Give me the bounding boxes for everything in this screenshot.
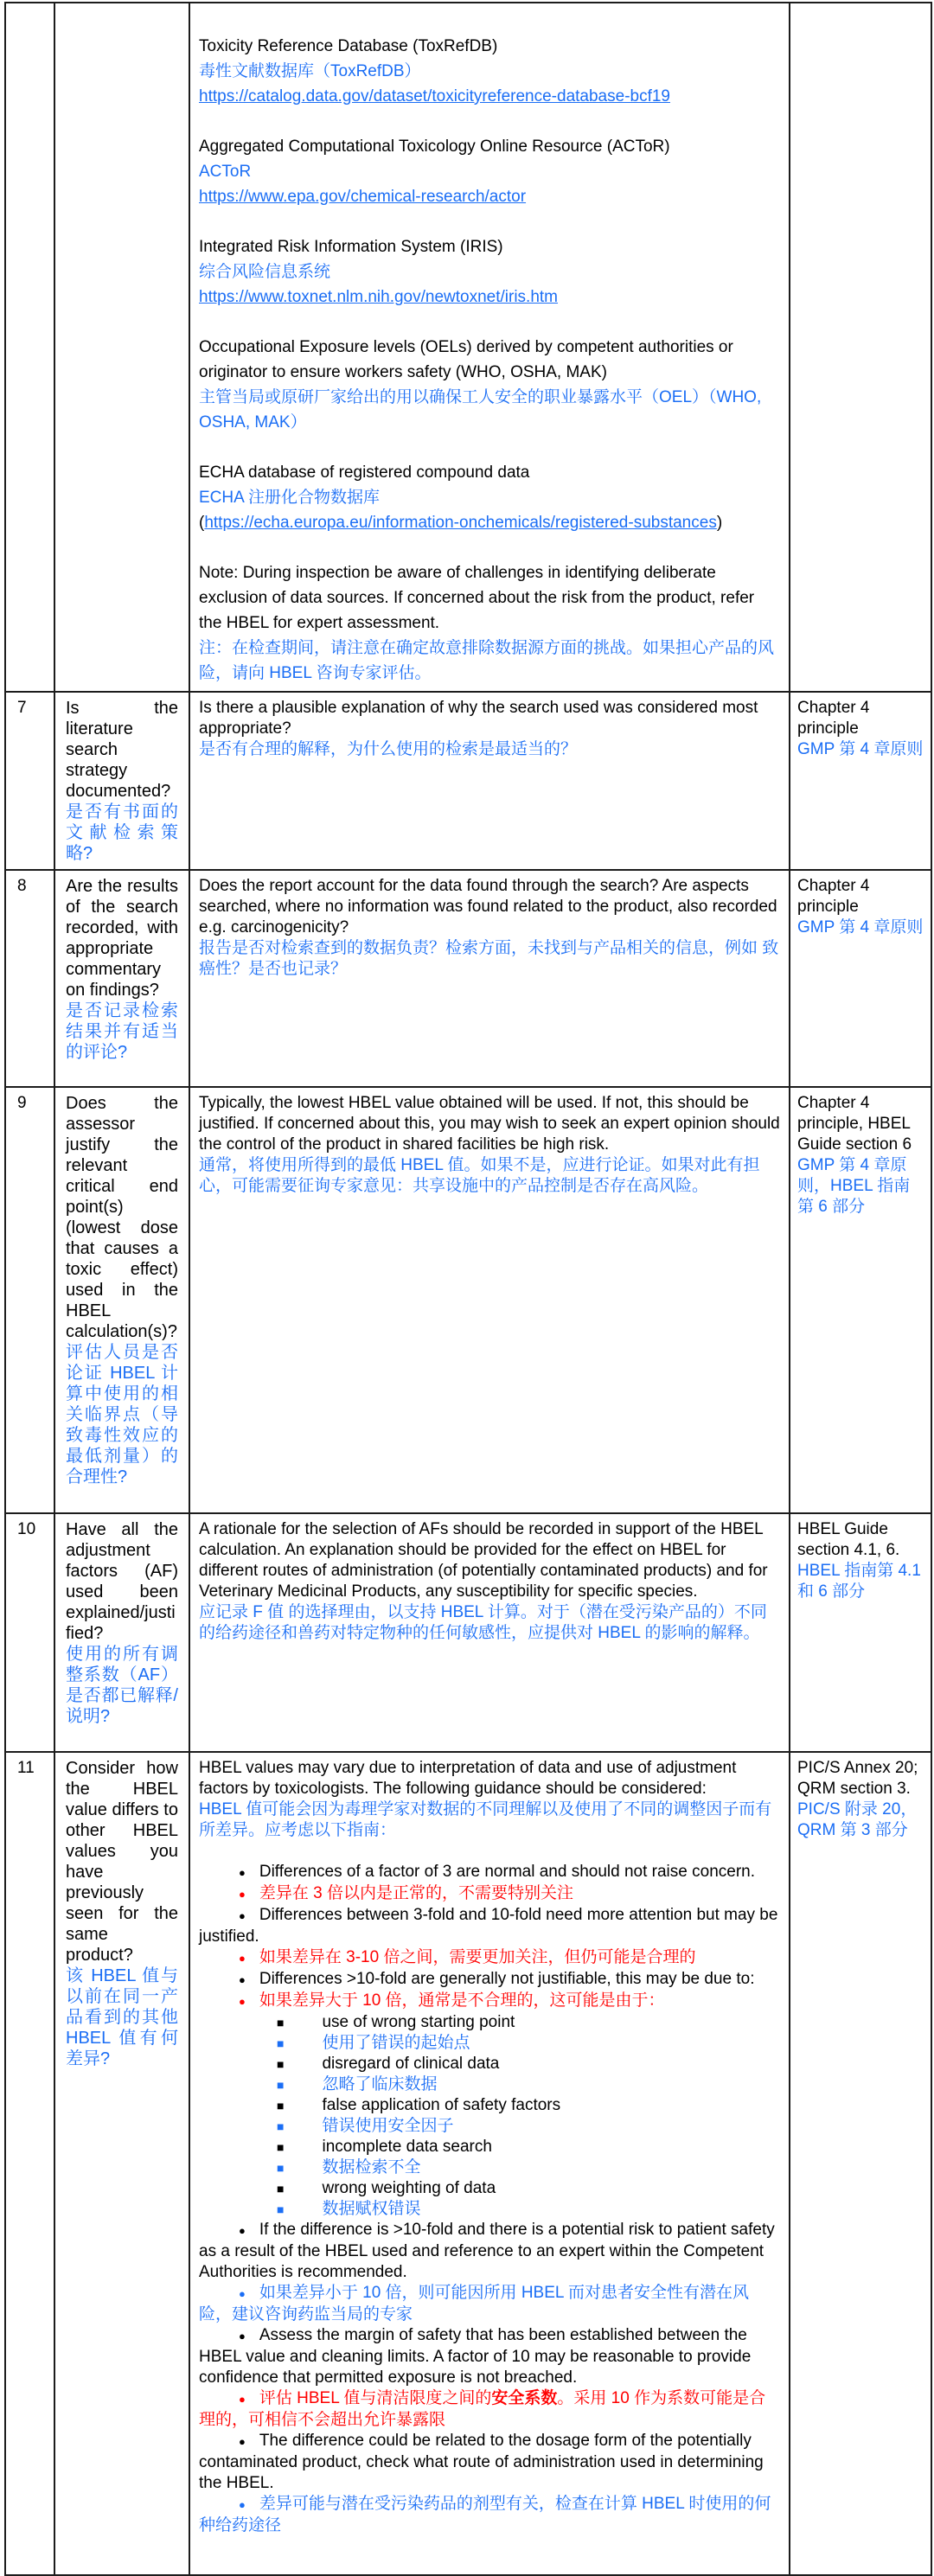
square-bullet-icon: ■ [277,2202,285,2216]
sub-bullet-item [199,2095,780,2116]
bullet-text: The difference could be related to the dosage form of the potentially contaminated product, check what route of administration used in determining the HBEL. [199,2432,764,2492]
table-row-9 [5,1087,931,1513]
reference-text: PIC/S Annex 20; QRM section 3. [797,1759,918,1798]
question-text: Is the literature search strategy documented? [66,699,178,801]
bullet-item-zh [199,2494,780,2536]
aide-memoire-table [4,2,932,2576]
bullet-text: Assess the margin of safety that has been established between the HBEL value and cleaning limits. A factor of 10 may be reasonable to provide confidence that permitted exposure is not breached. [199,2326,752,2387]
reference-text: HBEL Guide section 4.1, 6. [797,1520,900,1559]
bullet-item [199,2220,780,2283]
reference-cell [790,870,931,1087]
datasource-title-zh: 主管当局或原研厂家给出的用以确保工人安全的职业暴露水平（OEL）（WHO, OSHA, MAK） [199,388,762,431]
bullet-text: Differences between 3-fold and 10-fold need more attention but may be justified. [199,1906,778,1946]
sub-bullet-item-zh [199,2116,780,2137]
sub-bullet-item [199,2137,780,2157]
bullet-text-zh: 评估 HBEL 值与清洁限度之间的 [259,2389,492,2407]
sub-bullet-text: use of wrong starting point [322,2013,515,2031]
sub-bullet-text-zh: 数据检索不全 [322,2158,421,2176]
bullet-text: If the difference is >10-fold and there is a potential risk to patient safety as a result of the HBEL used and reference to an expert within the Competent Authorities is recommended. [199,2221,775,2281]
square-bullet-icon: ■ [277,2036,285,2050]
row-number: 8 [17,877,27,895]
sub-bullet-item [199,2012,780,2033]
row-number: 9 [17,1094,27,1112]
table-row-7 [5,692,931,870]
reference-cell [790,1513,931,1752]
reference-text-zh: GMP 第 4 章原则 [797,918,924,936]
table-row-11 [5,1752,931,2575]
bullet-icon: ● [239,2435,246,2448]
bullet-item [199,1969,780,1991]
question-cell-empty [54,3,189,692]
sub-bullet-text-zh: 错误使用安全因子 [322,2117,454,2135]
question-text-zh: 使用的所有调整系数（AF） 是否都已解释/说明? [66,1645,178,1726]
reference-text-zh: PIC/S 附录 20，QRM 第 3 部分 [797,1800,918,1839]
question-text: Does the assessor justify the relevant critical end point(s) (lowest dose that causes a toxic effect) used in the HBEL calculation(s)? [66,1094,178,1341]
reference-text: Chapter 4 principle [797,699,870,738]
sub-bullet-text-zh: 数据赋权错误 [322,2200,421,2218]
sub-bullet-item-zh [199,2199,780,2220]
bullet-icon: ● [239,2498,246,2511]
actor-link[interactable]: https://www.epa.gov/chemical-research/actor [199,188,527,206]
row-number-cell [5,1752,54,2575]
iris-link[interactable]: https://www.toxnet.nlm.nih.gov/newtoxnet/iris.htm [199,288,559,306]
echa-link[interactable]: https://echa.europa.eu/information-onchemicals/registered-substances [204,514,717,532]
sub-bullet-item [199,2054,780,2074]
guidance-intro-zh: HBEL 值可能会因为毒理学家对数据的不同理解以及使用了不同的调整因子而有所差异。应考虑以下指南： [199,1800,772,1839]
datasource-title-zh: 毒性文献数据库（ToxRefDB） [199,62,421,80]
reference-text-zh: GMP 第 4 章原则，HBEL 指南第 6 部分 [797,1156,911,1216]
sub-bullet-item-zh [199,2033,780,2054]
bullet-text: Differences of a factor of 3 are normal and should not raise concern. [259,1863,755,1881]
question-cell [54,1513,189,1752]
datasource-title: Toxicity Reference Database (ToxRefDB) [199,37,498,55]
datasource-link-line [199,84,780,109]
sub-bullet-item [199,2178,780,2199]
guidance-text: Typically, the lowest HBEL value obtained will be used. If not, this should be justified. If concerned about this, you may wish to seek an expert opinion should the control of the product in shared facilities be high risk. [199,1094,780,1154]
guidance-cell [189,1513,790,1752]
square-bullet-icon: ■ [277,2016,285,2029]
bullet-text-zh-bold: 安全系数 [491,2389,558,2407]
guidance-text: Is there a plausible explanation of why the search used was considered most appropriate? [199,699,758,738]
bullet-icon: ● [239,1888,246,1901]
bullet-item [199,1862,780,1883]
guidance-text-zh: 是否有合理的解释，为什么使用的检索是最适当的？ [199,740,578,758]
square-bullet-icon: ■ [277,2057,285,2071]
toxrefdb-link[interactable]: https://catalog.data.gov/dataset/toxicityreference-database-bcf19 [199,87,670,105]
sub-bullet-text: wrong weighting of data [322,2179,496,2197]
guidance-intro: HBEL values may vary due to interpretation of data and use of adjustment factors by toxicologists. The following guidance should be considered: [199,1759,737,1798]
row-number-cell [5,870,54,1087]
bullet-item-zh [199,2283,780,2325]
square-bullet-icon: ■ [277,2182,285,2196]
sub-bullet-text-zh: 忽略了临床数据 [322,2075,438,2093]
inspection-note-zh: 注：在检查期间，请注意在确定故意排除数据源方面的挑战。如果担心产品的风险，请向 HBEL 咨询专家评估。 [199,639,775,682]
reference-cell-empty [790,3,931,692]
reference-cell [790,1087,931,1513]
reference-cell [790,692,931,870]
paren-close: ) [716,514,723,532]
guidance-text-zh: 应记录 F 值 的选择理由，以支持 HBEL 计算。对于（潜在受污染产品的）不同的给药途径和兽药对特定物种的任何敏感性，应提供对 HBEL 的影响的解释。 [199,1603,767,1642]
bullet-text-zh: 如果差异小于 10 倍，则可能因所用 HBEL 而对患者安全性有潜在风险，建议咨询药监当局的专家 [199,2284,750,2324]
question-text: Have all the adjustment factors (AF) used been explained/justified? [66,1520,178,1643]
bullet-item-zh [199,1991,780,2012]
row-number: 10 [17,1520,36,1538]
datasource-link-line [199,184,780,209]
table-row-continuation [5,3,931,692]
guidance-cell [189,692,790,870]
question-cell [54,1752,189,2575]
row-number-cell [5,692,54,870]
bullet-icon: ● [239,2287,246,2300]
table-row-8 [5,870,931,1087]
bullet-item-zh [199,1883,780,1905]
question-text-zh: 是否有书面的文献检索策略? [66,802,178,863]
bullet-icon: ● [239,1866,246,1879]
bullet-item [199,1905,780,1947]
datasource-title-zh: ECHA 注册化合物数据库 [199,489,381,507]
bullet-icon: ● [239,1995,246,2008]
bullet-item [199,2431,780,2494]
bullet-item [199,2325,780,2388]
row-number: 7 [17,699,27,717]
sub-bullet-item-zh [199,2074,780,2095]
question-text: Consider how the HBEL value differs to other HBEL values you have previously seen for the same product? [66,1759,178,1965]
question-text-zh: 评估人员是否论证 HBEL 计算中使用的相关临界点（导致毒性效应的最低剂量）的合理性? [66,1343,178,1486]
guidance-cell-data-sources [189,3,790,692]
datasource-title: ECHA database of registered compound data [199,463,530,482]
square-bullet-icon: ■ [277,2078,285,2092]
reference-cell [790,1752,931,2575]
bullet-icon: ● [239,1952,246,1965]
guidance-text: Does the report account for the data found through the search? Are aspects searched, where no information was found related to the product, also recorded e.g. carcinogenicity? [199,877,777,936]
bullet-item-zh [199,1947,780,1969]
datasource-title: Occupational Exposure levels (OELs) derived by competent authorities or originator to ensure workers safety (WHO, OSHA, MAK) [199,338,733,381]
bullet-text-zh: 差异在 3 倍以内是正常的，不需要特别关注 [259,1884,573,1902]
bullet-text: Differences >10-fold are generally not justifiable, this may be due to: [259,1970,755,1988]
bullet-icon: ● [239,2393,246,2406]
sub-bullet-text: false application of safety factors [322,2096,561,2114]
guidance-text: A rationale for the selection of AFs should be recorded in support of the HBEL calculation. An explanation should be provided for the effect on HBEL for different routes of administration (of potentially contaminated products) and for Veterinary Medicinal Products, any susceptibility for specific species. [199,1520,768,1601]
reference-text: Chapter 4 principle [797,877,870,916]
reference-text-zh: GMP 第 4 章原则 [797,740,924,758]
datasource-title: Aggregated Computational Toxicology Online Resource (ACToR) [199,137,670,156]
row-number-cell [5,1513,54,1752]
row-number-cell-empty [5,3,54,692]
row-number-cell [5,1087,54,1513]
guidance-text-zh: 报告是否对检索查到的数据负责？检索方面，未找到与产品相关的信息，例如 致癌性？是否也记录？ [199,939,779,978]
inspection-note: Note: During inspection be aware of challenges in identifying deliberate exclusion of data sources. If concerned about the risk from the product, refer the HBEL for expert assessment. [199,564,755,632]
sub-bullet-item-zh [199,2157,780,2178]
question-text: Are the results of the search recorded, with appropriate commentary on findings? [66,877,178,1000]
bullet-text-zh: 。采用 10 作为系数可能是合理的，可相信不会超出允许暴露限 [199,2389,766,2429]
square-bullet-icon: ■ [277,2161,285,2175]
bullet-text-zh: 差异可能与潜在受污染药品的剂型有关，检查在计算 HBEL 时使用的何种给药途径 [199,2495,771,2534]
sub-bullet-text: incomplete data search [322,2138,492,2156]
bullet-icon: ● [239,2330,246,2343]
guidance-text-zh: 通常，将使用所得到的最低 HBEL 值。如果不是，应进行论证。如果对此有担心，可能需要征询专家意见：共享设施中的产品控制是否存在高风险。 [199,1156,760,1195]
square-bullet-icon: ■ [277,2140,285,2154]
bullet-icon: ● [239,2224,246,2237]
bullet-icon: ● [239,1973,246,1986]
bullet-text-zh: 如果差异在 3-10 倍之间，需要更加关注，但仍可能是合理的 [259,1948,696,1966]
datasource-link-line [199,510,780,535]
square-bullet-icon: ■ [277,2099,285,2113]
question-cell [54,1087,189,1513]
paren-open: ( [199,514,205,532]
row-number: 11 [17,1759,35,1777]
sub-bullet-text: disregard of clinical data [322,2055,500,2073]
datasource-title-zh: 综合风险信息系统 [199,263,331,281]
question-text-zh: 是否记录检索结果并有适当的评论? [66,1001,178,1062]
reference-text: Chapter 4 principle, HBEL Guide section 6 [797,1094,912,1154]
guidance-cell [189,1087,790,1513]
guidance-cell [189,1752,790,2575]
datasource-title-zh: ACToR [199,163,252,181]
datasource-link-line [199,284,780,310]
bullet-item-zh [199,2388,780,2431]
guidance-cell [189,870,790,1087]
table-row-10 [5,1513,931,1752]
bullet-text-zh: 如果差异大于 10 倍，通常是不合理的，这可能是由于： [259,1991,665,2010]
sub-bullet-text-zh: 使用了错误的起始点 [322,2034,470,2052]
bullet-icon: ● [239,1909,246,1922]
datasource-title: Integrated Risk Information System (IRIS) [199,238,503,256]
question-cell [54,692,189,870]
question-cell [54,870,189,1087]
question-text-zh: 该 HBEL 值与以前在同一产品看到的其他 HBEL 值有何差异? [66,1966,178,2068]
reference-text-zh: HBEL 指南第 4.1 和 6 部分 [797,1562,921,1601]
square-bullet-icon: ■ [277,2119,285,2133]
